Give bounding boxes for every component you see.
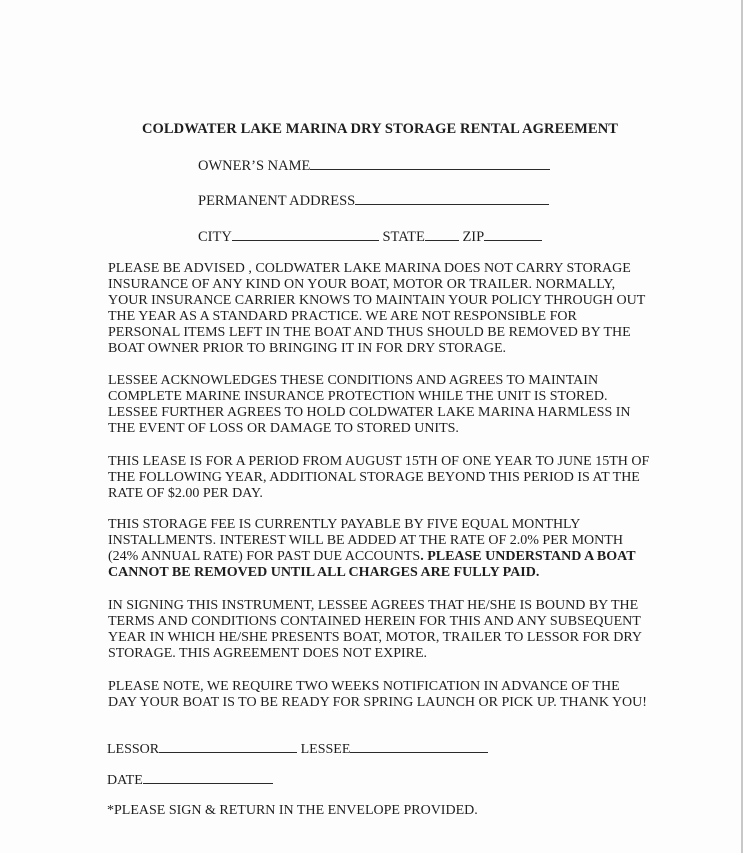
state-label: STATE [382,229,425,245]
owners-name-label: OWNER’S NAME [198,158,311,174]
paragraph-line: THIS LEASE IS FOR A PERIOD FROM AUGUST 15TH OF ONE YEAR TO JUNE 15TH OF [108,454,650,469]
city-label: CITY [198,229,232,245]
paragraph-line: TERMS AND CONDITIONS CONTAINED HEREIN FOR THIS AND ANY SUBSEQUENT [108,614,641,630]
date-row [107,771,273,789]
owners-name-field [198,157,550,175]
notice-paragraph [108,679,708,711]
warning-text: CANNOT BE REMOVED UNTIL ALL CHARGES ARE FULLY PAID. [108,565,540,581]
paragraph-line: YOUR INSURANCE CARRIER KNOWS TO MAINTAIN YOUR POLICY THROUGH OUT [108,293,646,309]
date-label: DATE [107,773,143,788]
paragraph-line: THE YEAR AS A STANDARD PRACTICE. WE ARE NOT RESPONSIBLE FOR [108,309,577,325]
lessee-label: LESSEE [300,742,351,757]
zip-label: ZIP [462,229,485,245]
paragraph-line: IN SIGNING THIS INSTRUMENT, LESSEE AGREES THAT HE/SHE IS BOUND BY THE [108,598,639,613]
city-state-zip-field [198,228,542,246]
fee-text: (24% ANNUAL RATE) FOR PAST DUE ACCOUNTS [108,549,421,565]
paragraph-line: LESSEE ACKNOWLEDGES THESE CONDITIONS AND AGREES TO MAINTAIN [108,373,599,388]
paragraph-line: PLEASE NOTE, WE REQUIRE TWO WEEKS NOTIFICATION IN ADVANCE OF THE [108,679,620,694]
signing-paragraph [108,598,668,662]
paragraph-line: THE EVENT OF LOSS OR DAMAGE TO STORED UNITS. [108,421,459,437]
paragraph-line: DAY YOUR BOAT IS TO BE READY FOR SPRING LAUNCH OR PICK UP. THANK YOU! [108,695,647,711]
paragraph-line: STORAGE. THIS AGREEMENT DOES NOT EXPIRE. [108,646,428,662]
lessor-signature-blank[interactable] [159,740,297,753]
footer-note: *PLEASE SIGN & RETURN IN THE ENVELOPE PROVIDED. [107,803,478,818]
paragraph-line: INSTALLMENTS. INTEREST WILL BE ADDED AT THE RATE OF 2.0% PER MONTH [108,533,623,549]
paragraph-line: YEAR IN WHICH HE/SHE PRESENTS BOAT, MOTOR, TRAILER TO LESSOR FOR DRY [108,630,643,646]
paragraph-line: PERSONAL ITEMS LEFT IN THE BOAT AND THUS SHOULD BE REMOVED BY THE [108,325,631,341]
paragraph-line: RATE OF $2.00 PER DAY. [108,486,263,502]
permanent-address-blank[interactable] [355,192,549,205]
paragraph-line: COMPLETE MARINE INSURANCE PROTECTION WHILE THE UNIT IS STORED. [108,389,608,405]
lease-period-paragraph [108,454,708,502]
owners-name-blank[interactable] [310,157,550,170]
document-title: COLDWATER LAKE MARINA DRY STORAGE RENTAL AGREEMENT [141,121,619,137]
permanent-address-field [198,192,549,210]
zip-blank[interactable] [484,228,542,241]
lessor-label: LESSOR [107,742,160,757]
paragraph-line: BOAT OWNER PRIOR TO BRINGING IT IN FOR DRY STORAGE. [108,341,507,357]
signature-row [107,740,488,758]
paragraph-line: THIS STORAGE FEE IS CURRENTLY PAYABLE BY FIVE EQUAL MONTHLY [108,517,581,532]
paragraph-line: PLEASE BE ADVISED , COLDWATER LAKE MARINA DOES NOT CARRY STORAGE [108,261,631,276]
acknowledgement-paragraph [108,373,668,437]
state-blank[interactable] [425,228,459,241]
city-blank[interactable] [232,228,379,241]
warning-text: . PLEASE UNDERSTAND A BOAT [420,549,636,565]
paragraph-line: LESSEE FURTHER AGREES TO HOLD COLDWATER LAKE MARINA HARMLESS IN [108,405,631,421]
insurance-paragraph [108,261,668,358]
paragraph-line [108,549,668,565]
fee-paragraph [108,517,668,581]
paragraph-line: THE FOLLOWING YEAR, ADDITIONAL STORAGE BEYOND THIS PERIOD IS AT THE [108,470,640,486]
date-blank[interactable] [143,771,273,784]
permanent-address-label: PERMANENT ADDRESS [198,193,356,209]
paragraph-line: INSURANCE OF ANY KIND ON YOUR BOAT, MOTOR OR TRAILER. NORMALLY, [108,277,616,293]
lessee-signature-blank[interactable] [350,740,488,753]
